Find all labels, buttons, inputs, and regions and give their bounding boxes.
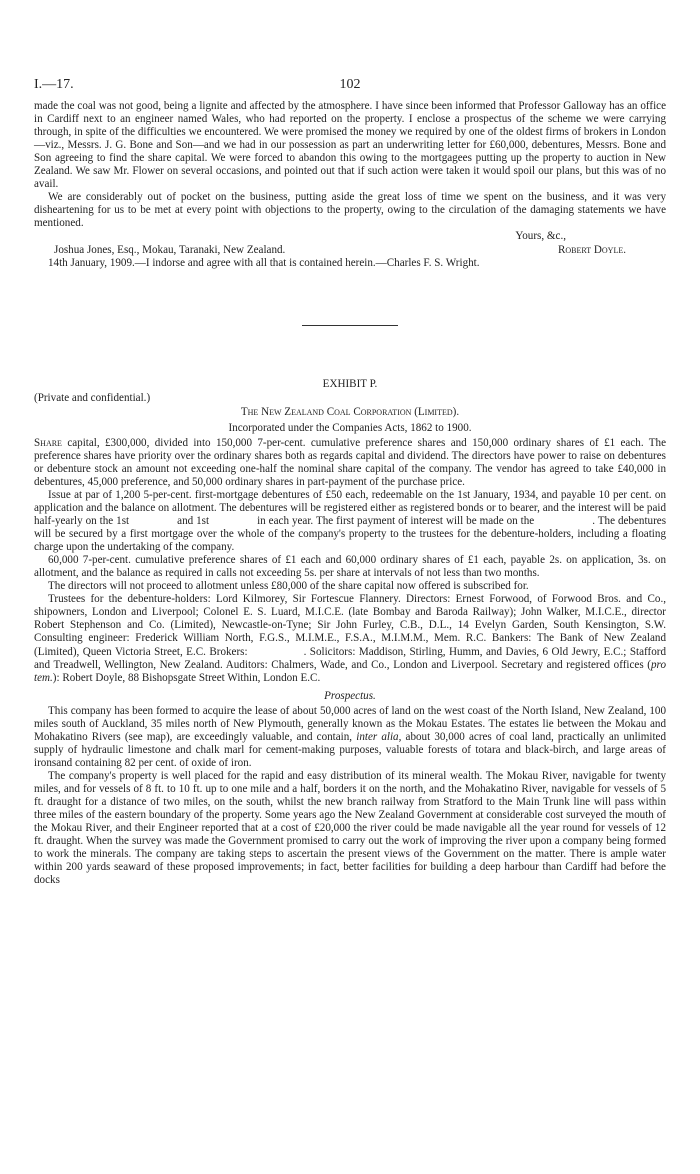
exhibit-section	[34, 378, 666, 685]
endorsement: 14th January, 1909.—I indorse and agree with all that is contained herein.—Charles F. S. Wright.	[48, 256, 480, 269]
officers-text-a: Trustees for the debenture-holders: Lord Kilmorey, Sir Fortescue Flannery. Directors: Ernest Forwood, of Forwood Bros. and Co., shipowners, London and Liverpool; Colonel E. S. Luard, M.I.C.E. (late Bombay and Baroda Railway); John Walker, M.I.C.E., director Robert Stephenson and Co. (Limited), Newcastle-on-Tyne; Sir John Furley, C.B., D.L., 14 Evelyn Garden, South Kensington, S.W. Consulting engineer: Frederick William North, F.G.S., M.I.M.E., F.S.A., M.I.M.M., Mem. R.C. Bankers: The Bank of New Zealand (Limited), Queen Victoria Street, E.C. Brokers:	[34, 593, 666, 658]
letter-paragraph: We are considerably out of pocket on the business, putting aside the great loss of time we spent on the business, and it was very disheartening for us to be met at every point with objections to the property, owing to the circulation of the damaging statements we have mentioned.	[34, 191, 666, 230]
officers-paragraph	[34, 593, 666, 684]
letter-signature: Robert Doyle.	[557, 243, 626, 256]
incorporation-note: Incorporated under the Companies Acts, 1862 to 1900.	[228, 421, 472, 434]
confidential-note: (Private and confidential.)	[34, 391, 151, 404]
address-signature-line	[34, 244, 666, 257]
letter-section	[34, 100, 666, 270]
exhibit-title: EXHIBIT P.	[322, 377, 378, 390]
prospectus-heading: Prospectus.	[324, 689, 376, 702]
inter-alia: inter alia,	[356, 730, 402, 743]
company-name: The New Zealand Coal Corporation (Limited).	[240, 405, 460, 418]
page-header	[34, 78, 666, 100]
prospectus-section	[34, 690, 666, 888]
page-number: 102	[339, 77, 361, 92]
share-capital-text: capital, £300,000, divided into 150,000 7-per-cent. cumulative preference shares and 150,000 ordinary shares of £1 each. The preference shares have priority over the ordinary shares both as regards capital and dividend. The directors have power to raise on debentures or debenture stock an amount not exceeding one-half the nominal share capital of the company. The vendor has agreed to take £40,000 in debentures, 45,000 preference, and 50,000 ordinary shares in part-payment of the purchase price.	[34, 436, 666, 488]
prospectus-text-b: about 30,000 acres of coal land, practically an unlimited supply of hydraulic limestone and chalk marl for cement-making purposes, valuable forests of totara and black-birch, and large areas of ironsand containing 82 per cent. of oxide of iron.	[34, 730, 667, 769]
debenture-issue-paragraph	[34, 489, 666, 554]
issue-text-b: and 1st	[177, 515, 210, 528]
allotment-paragraph: The directors will not proceed to allotment unless £80,000 of the share capital now offered is subscribed for.	[48, 580, 529, 593]
preference-shares-paragraph: 60,000 7-per-cent. cumulative preference shares of £1 each and 60,000 ordinary shares of £1 each, payable 2s. on application, 3s. on allotment, and the balance as required in calls not exceeding 5s. per share at intervals of not less than two months.	[34, 554, 666, 580]
issue-text-c: in each year. The first payment of interest will be made on the	[257, 515, 535, 528]
issue-text-d: . The debentures will be secured by a first mortgage over the whole of the company's property to the trustees for the debenture-holders, including a floating charge upon the undertaking of the company.	[34, 515, 667, 554]
issue-text-a: Issue at par of 1,200 5-per-cent. first-mortgage debentures of £50 each, redeemable on the 1st January, 1934, and payable 10 per cent. on application and the balance on allotment. The debentures will be registered either as registered bonds or to bearer, and the interest will be paid half-yearly on the 1st	[34, 488, 666, 528]
pro-tem: pro tem.	[34, 658, 666, 684]
prospectus-paragraph	[34, 705, 666, 770]
officers-text-c: ): Robert Doyle, 88 Bishopsgate Street Within, London E.C.	[52, 671, 321, 684]
letter-paragraph: made the coal was not good, being a lignite and affected by the atmosphere. I have since been informed that Professor Galloway has an office in Cardiff next to an engineer named Wales, who had reported on the property. I enclose a prospectus of the scheme we were carrying through, in spite of the difficulties we encountered. We were promised the money we required by one of the oldest firms of brokers in London—viz., Messrs. J. G. Bone and Son—and we had in our possession as part an underwriting letter for £60,000, debentures, Messrs. Bone and Son agreeing to find the share capital. We were forced to abandon this owing to the mortgagees putting up the property to auction in New Zealand. We saw Mr. Flower on several occasions, and pointed out that if such action were taken it would spoil our plans, but this was of no avail.	[34, 100, 666, 191]
prospectus-text-a: This company has been formed to acquire the lease of about 50,000 acres of land on the west coast of the North Island, New Zealand, 100 miles south of Auckland, 35 miles north of New Plymouth, generally known as the Mokau Estates. The estates lie between the Mokau and Mohakatino Rivers (see map), are exceedingly valuable, and contain,	[34, 704, 666, 743]
share-first-word: Share	[34, 436, 62, 449]
share-capital-paragraph	[34, 437, 666, 489]
letter-addressee: Joshua Jones, Esq., Mokau, Taranaki, New Zealand.	[54, 243, 286, 256]
prospectus-paragraph: The company's property is well placed for the rapid and easy distribution of its mineral wealth. The Mokau River, navigable for twenty miles, and for vessels of 8 ft. to 10 ft. up to one mile and a half, borders it on the north, and the Mohakatino River, navigable for vessels of 5 ft. draught for a distance of two miles, on the south, whilst the new branch railway from Stratford to the Main Trunk line will pass within three miles of the eastern boundary of the property. Some years ago the New Zealand Government at considerable cost surveyed the mouth of the Mokau River, and their Engineer reported that at a cost of £20,000 the river could be made navigable all the year round for vessels of 12 ft. draught. When the survey was made the Government promised to carry out the work of improving the river upon a company being formed to work the minerals. The company are taking steps to ascertain the present views of the Government on the matter. There is ample water within 200 yards seaward of these proposed improvements; in fact, better facilities for building a deep harbour than Cardiff had before the docks	[34, 769, 666, 887]
letter-closing: Yours, &c.,	[515, 230, 566, 243]
section-divider	[302, 325, 398, 326]
officers-text-b: . Solicitors: Maddison, Stirling, Humm, and Davies, 6 Old Jewry, E.C.; Stafford and Treadwell, Wellington, New Zealand. Auditors: Chalmers, Wade, and Co., London and Liverpool. Secretary and registered offices (	[34, 645, 666, 671]
document-reference: I.—17.	[34, 77, 74, 92]
